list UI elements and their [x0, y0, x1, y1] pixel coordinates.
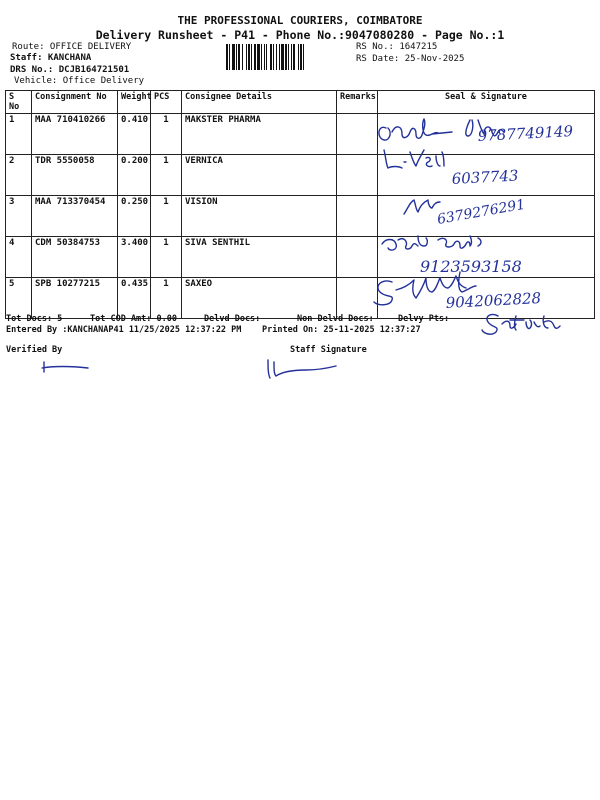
col-header-weight: Weight	[118, 91, 151, 114]
delivered-docs: Delvd Docs:	[204, 314, 261, 324]
table-row	[6, 114, 595, 155]
phone-row-4: 9123593158	[420, 257, 522, 276]
cell-weight: 0.410	[118, 114, 151, 155]
tot-cod-amount: Tot COD Amt: 0.00	[90, 314, 177, 324]
table-row	[6, 155, 595, 196]
table-row	[6, 278, 595, 319]
cell-pcs: 1	[151, 278, 182, 319]
cell-consignment: CDM 50384753	[32, 237, 118, 278]
cell-consignment: MAA 713370454	[32, 196, 118, 237]
cell-weight: 3.400	[118, 237, 151, 278]
rs-date: RS Date: 25-Nov-2025	[356, 54, 465, 64]
cell-consignment: TDR 5550058	[32, 155, 118, 196]
col-header-remarks: Remarks	[337, 91, 378, 114]
cell-sno: 5	[6, 278, 32, 319]
cell-sno: 4	[6, 237, 32, 278]
signature-staff	[268, 360, 336, 378]
cell-pcs: 1	[151, 196, 182, 237]
phone-row-2: 6037743	[451, 166, 519, 188]
cell-remarks	[337, 278, 378, 319]
table-header-row	[6, 91, 595, 114]
company-name: THE PROFESSIONAL COURIERS, COIMBATORE	[177, 14, 423, 27]
table-row	[6, 237, 595, 278]
cell-consignment: MAA 710410266	[32, 114, 118, 155]
staff-signature-label: Staff Signature	[290, 345, 367, 355]
cell-remarks	[337, 114, 378, 155]
runsheet-table	[5, 90, 595, 319]
cell-signature	[378, 278, 595, 319]
cell-signature	[378, 114, 595, 155]
col-header-consignment: Consignment No	[32, 91, 118, 114]
col-header-signature: Seal & Signature	[378, 91, 595, 114]
cell-pcs: 1	[151, 155, 182, 196]
phone-row-1: 9787749149	[477, 122, 574, 145]
verified-by-label: Verified By	[6, 345, 63, 355]
cell-consignee: VISION	[182, 196, 337, 237]
staff-label: Staff: KANCHANA	[10, 53, 92, 63]
signature-verified-by	[42, 362, 88, 372]
cell-sno: 1	[6, 114, 32, 155]
cell-remarks	[337, 237, 378, 278]
route-label: Route: OFFICE DELIVERY	[12, 42, 132, 52]
phone-row-5: 9042062828	[445, 289, 542, 312]
cell-remarks	[337, 155, 378, 196]
cell-signature	[378, 155, 595, 196]
tot-docs: Tot Docs: 5	[6, 314, 63, 324]
runsheet-title: Delivery Runsheet - P41 - Phone No.:9047080280 - Page No.:1	[95, 28, 505, 42]
cell-signature	[378, 237, 595, 278]
delivery-points: Delvy Pts:	[398, 314, 450, 324]
vehicle-label: Vehicle: Office Delivery	[14, 76, 145, 86]
cell-sno: 2	[6, 155, 32, 196]
cell-weight: 0.250	[118, 196, 151, 237]
barcode-image	[226, 44, 352, 70]
cell-pcs: 1	[151, 114, 182, 155]
cell-consignee: VERNICA	[182, 155, 337, 196]
cell-signature	[378, 196, 595, 237]
printed-on: Printed On: 25-11-2025 12:37:27	[262, 325, 421, 335]
cell-pcs: 1	[151, 237, 182, 278]
cell-weight: 0.200	[118, 155, 151, 196]
rs-number: RS No.: 1647215	[356, 42, 438, 52]
col-header-sno: S No	[6, 91, 32, 114]
cell-remarks	[337, 196, 378, 237]
col-header-consignee: Consignee Details	[182, 91, 337, 114]
cell-consignee: SIVA SENTHIL	[182, 237, 337, 278]
non-delivered-docs: Non Delvd Docs:	[297, 314, 374, 324]
cell-consignment: SPB 10277215	[32, 278, 118, 319]
cell-weight: 0.435	[118, 278, 151, 319]
cell-consignee: SAXEO	[182, 278, 337, 319]
phone-row-3: 6379276291	[435, 196, 527, 228]
drs-number: DRS No.: DCJB164721501	[10, 65, 130, 75]
cell-sno: 3	[6, 196, 32, 237]
entered-by: Entered By :KANCHANAP41 11/25/2025 12:37:22 PM	[6, 325, 242, 335]
table-row	[6, 196, 595, 237]
col-header-pcs: PCS	[151, 91, 182, 114]
cell-consignee: MAKSTER PHARMA	[182, 114, 337, 155]
